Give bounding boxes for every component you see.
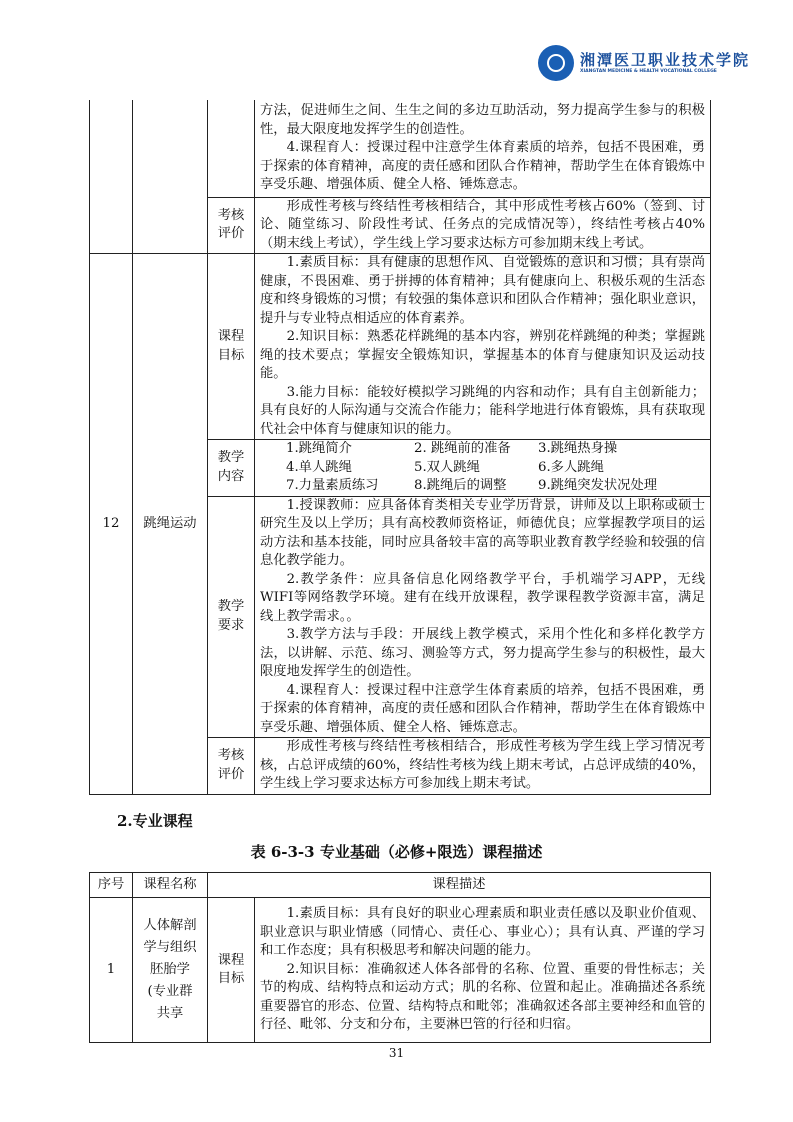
content-item: 8.跳绳后的调整 [414,478,507,493]
content-item: 7.力量素质练习 [286,478,379,493]
label-cell: 课程目标 [208,898,255,1043]
label-cell: 课程目标 [208,254,255,440]
content-item: 9.跳绳突发状况处理 [538,478,658,493]
page-number: 31 [388,1046,405,1060]
content-item: 4.单人跳绳 [286,459,352,475]
course-name-cell: 人体解剖学与组织胚胎学(专业群共享 [133,898,208,1043]
content-item: 1.跳绳简介 [286,441,352,456]
paragraph: 4.课程育人：授课过程中注意学生体育素质的培养，包括不畏困难，勇于探索的体育精神，高度的责任感和团队合作精神，帮助学生在体育锻炼中享受乐趣、增强体质、健全人格、锤炼意志。 [260,140,705,192]
seq-cell: 12 [90,254,133,795]
label-cell: 教学要求 [208,496,255,738]
logo-english-name: XIANGTAN MEDICINE & HEALTH VOCATIONAL COLLEGE [580,69,717,74]
content-cell [255,197,711,254]
paragraph: 形成性考核与终结性考核相结合，其中形成性考核占60%（签到、讨论、随堂练习、阶段性考试、任务点的完成情况等），终结性考核占40%（期末线上考试），学生线上学习要求达标方可参加期末线上考试。 [260,198,705,251]
paragraph: 方法，促进师生之间、生生之间的多边互助活动，努力提高学生参与的积极性，最大限度地发挥学生的创造性。 [260,103,705,137]
course-table-continued [89,100,711,795]
name-cell-empty [133,100,208,254]
content-item: 5.双人跳绳 [414,459,480,475]
content-cell [255,100,711,197]
label-cell: 教学内容 [208,440,255,497]
paragraph: 1.素质目标：具有健康的思想作风、自觉锻炼的意识和习惯；具有崇尚健康，不畏困难、勇于拼搏的体育精神；具有健康向上、积极乐观的生活态度和终身锻炼的习惯；有较强的集体意识和团队合作精神；强化职业意识，提升与专业特点相适应的体育素养。 [260,255,705,326]
label-cell: 考核评价 [208,197,255,254]
college-logo [538,45,750,81]
evaluation-cell [255,738,711,795]
logo-chinese-name: 湘潭医卫职业技术学院 [580,51,751,69]
header-description: 课程描述 [208,873,711,898]
seq-cell-empty [90,100,133,254]
paragraph: 1.授课教师：应具备体育类相关专业学历背景，讲师及以上职称或硕士研究生及以上学历；具有高校教师资格证，师德优良；应掌握教学项目的运动方法和基本技能，同时应具备较丰富的高等职业教育教学经验和较强的信息化教学能力。 [260,497,705,568]
paragraph: 1.素质目标：具有良好的职业心理素质和职业责任感以及职业价值观、职业意识与职业情感（同情心、责任心、事业心）；具有认真、严谨的学习和工作态度；具有积极思考和解决问题的能力。 [260,906,705,959]
goal-cell [255,898,711,1043]
paragraph: 3.能力目标：能较好模拟学习跳绳的内容和动作；具有自主创新能力；具有良好的人际沟通与交流合作能力；能科学地进行体育锻炼，具有获取现代社会中体育与健康知识的能力。 [260,384,705,437]
course-name-cell: 跳绳运动 [133,254,208,795]
paragraph: 2.知识目标：熟悉花样跳绳的基本内容，辨别花样跳绳的种类；掌握跳绳的技术要点；掌握安全锻炼知识，掌握基本的体育与健康知识及运动技能。 [260,329,705,381]
paragraph: 2.知识目标：准确叙述人体各部骨的名称、位置、重要的骨性标志；关节的构成、结构特点和运动方式；肌的名称、位置和起止。准确描述各系统重要器官的形态、位置、结构特点和毗邻；准确叙述各部主要神经和血管的行径、毗邻、分支和分布，主要淋巴管的行径和归宿。 [260,961,705,1033]
seq-cell: 1 [90,898,133,1043]
professional-course-table [89,872,711,1043]
requirements-cell [255,496,711,738]
header-name: 课程名称 [133,873,208,898]
content-items-cell [255,440,711,497]
paragraph: 形成性考核与终结性考核相结合，形成性考核为学生线上学习情况考核，占总评成绩的60%，终结性考核为线上期末考试，占总评成绩的40%，学生线上学习要求达标方可参加线上期末考试。 [260,739,705,791]
paragraph: 4.课程育人：授课过程中注意学生体育素质的培养，包括不畏困难，勇于探索的体育精神，高度的责任感和团队合作精神，帮助学生在体育锻炼中享受乐趣、增强体质、健全人格、锤炼意志。 [260,682,705,735]
header-seq: 序号 [90,873,133,898]
paragraph: 2.教学条件：应具备信息化网络教学平台，手机端学习APP，无线WIFI等网络教学环境。建有在线开放课程，教学课程教学资源丰富，满足线上教学需求。。 [260,571,705,624]
paragraph: 3.教学方法与手段：开展线上教学模式，采用个性化和多样化教学方法，以讲解、示范、练习、测验等方式，努力提高学生参与的积极性，最大限度地发挥学生的创造性。 [260,627,705,679]
table-caption: 表 6-3-3 专业基础（必修+限选）课程描述 [250,843,543,861]
content-item: 6.多人跳绳 [538,459,604,475]
label-cell: 考核评价 [208,738,255,795]
college-seal-icon [538,45,574,81]
goal-cell [255,254,711,440]
content-item: 3.跳绳热身操 [538,441,618,456]
content-item: 2. 跳绳前的准备 [414,441,511,456]
section-heading: 2.专业课程 [117,812,193,830]
label-cell-empty [208,100,255,197]
